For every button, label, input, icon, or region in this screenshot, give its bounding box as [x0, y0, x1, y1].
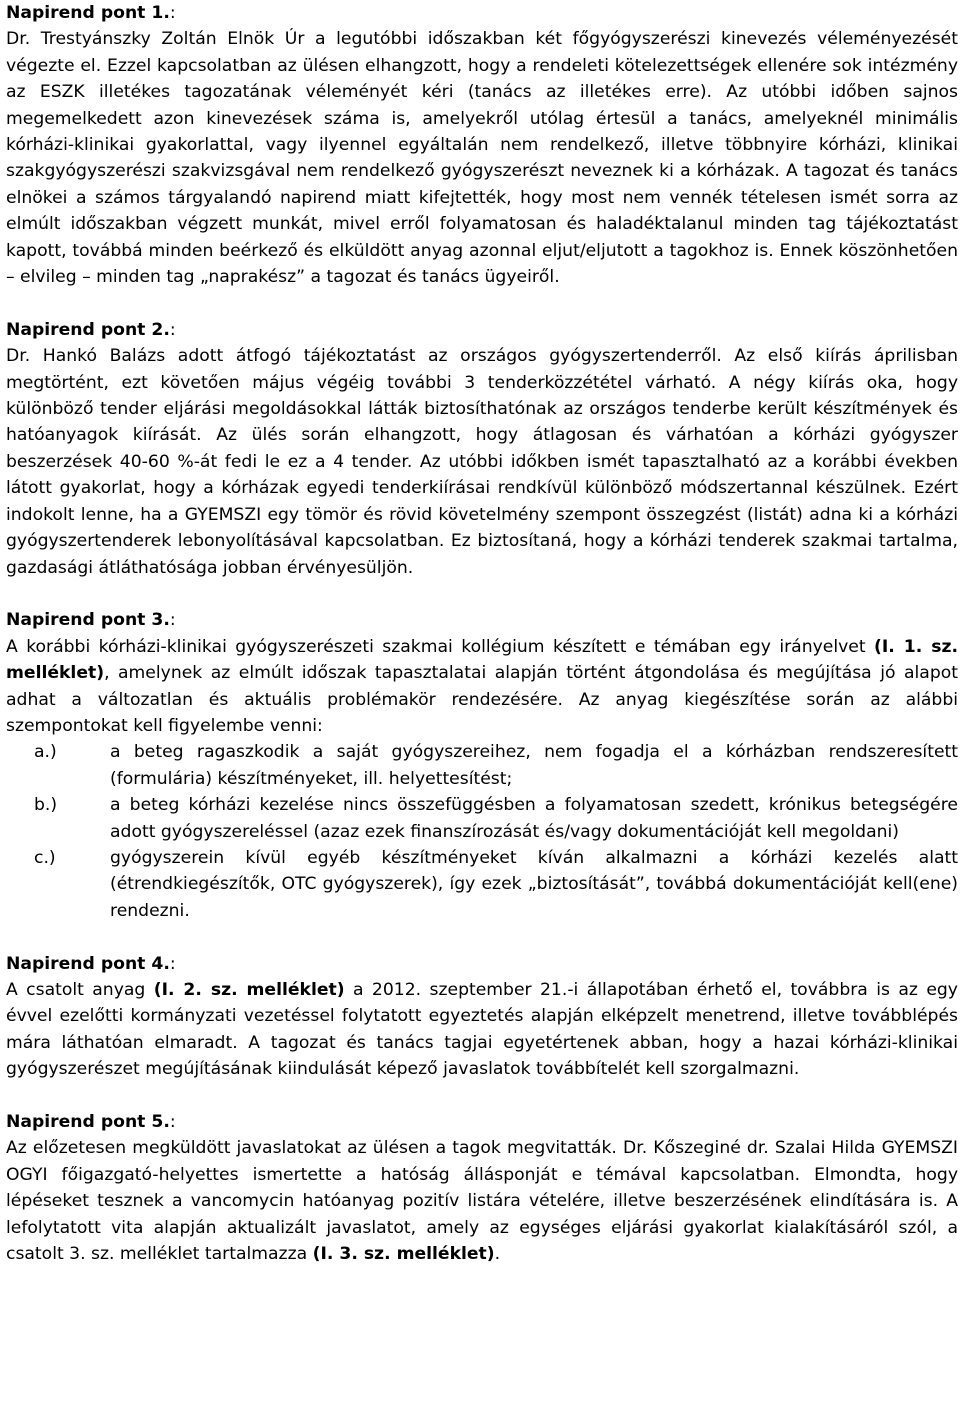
agenda-item-heading-colon: :	[169, 610, 176, 631]
section-spacer	[6, 924, 958, 950]
list-item-text: a beteg ragaszkodik a saját gyógyszereihez, nem fogadja el a kórházban rendszeresített (formulária) készítményeket, ill. helyettesítést;	[110, 742, 958, 789]
agenda-item-heading-colon: :	[169, 3, 176, 23]
annex-reference: (I. 3. sz. melléklet)	[312, 1244, 495, 1265]
agenda-item-paragraph	[6, 343, 958, 581]
list-item	[6, 792, 958, 845]
list-item-text: a beteg kórházi kezelése nincs összefüggésben a folyamatosan szedett, krónikus betegségére adott gyógyszereléssel (azaz ezek finanszírozását és/vagy dokumentációját kell megoldani)	[110, 795, 958, 842]
list-item-marker: c.)	[34, 847, 56, 868]
agenda-item-heading	[6, 951, 958, 977]
section-spacer	[6, 581, 958, 607]
agenda-item-paragraph	[6, 1135, 958, 1267]
list-item	[6, 739, 958, 792]
agenda-item-heading	[6, 0, 958, 26]
agenda-item-heading-text: Napirend pont 2.	[6, 319, 170, 340]
agenda-item-heading	[6, 1109, 958, 1135]
consideration-list	[6, 739, 958, 924]
agenda-item-heading-colon: :	[169, 953, 176, 974]
agenda-item-heading	[6, 317, 958, 343]
agenda-item-heading-colon: :	[169, 1112, 176, 1132]
agenda-item-heading-text: Napirend pont 3.	[6, 610, 170, 631]
paragraph-text: Dr. Trestyánszky Zoltán Elnök Úr a legutóbbi időszakban két főgyógyszerészi kinevezés véleményezését végezte el. Ezzel kapcsolatban az ülésen elhangzott, hogy a rendeleti kötelezettségek ellenére sok intézmény az ESZK illetékes tagozatának véleményét kéri (tanács az illetékes erre). Az utóbbi időben sajnos megemelkedett azon kinevezések száma is, amelyekről utólag értesül a tanács, amelyeknél minimális kórházi-klinikai gyakorlattal, vagy ilyennel egyáltalán nem rendelkező, illetve többnyire kórházi, klinikai szakgyógyszerészi szakvizsgával nem rendelkező gyógyszerészt neveznek ki a kórházak. A tagozat és tanács elnökei a számos tárgyalandó napirend miatt kifejtették, hogy most nem vennék tételesen ismét sorra az elmúlt időszakban végzett munkát, mivel erről folyamatosan és haladéktalanul minden tag tájékoztatást kapott, továbbá minden beérkező és elküldött anyag azonnal eljut/eljutott a tagokhoz is. Ennek köszönhetően – elvileg – minden tag „naprakész” a tagozat és tanács ügyeiről.	[6, 29, 958, 288]
paragraph-text: .	[494, 1244, 501, 1265]
agenda-item-heading-text: Napirend pont 5.	[6, 1112, 170, 1132]
agenda-section	[6, 317, 958, 581]
paragraph-text: Az előzetesen megküldött javaslatokat az ülésen a tagok megvitatták. Dr. Kőszeginé dr. Szalai Hilda GYEMSZI OGYI főigazgató-helyettes ismertette a hatóság állásponját e témával kapcsolatban. Elmondta, hogy lépéseket tesznek a vancomycin hatóanyag pozitív listára vételére, illetve beszerzésének elindítására is. A lefolytatott vita alapján aktualizált javaslatot, amely az egységes eljárási gyakorlat kialakításáról szól, a csatolt 3. sz. melléklet tartalmazza	[6, 1138, 958, 1265]
agenda-item-paragraph	[6, 977, 958, 1083]
paragraph-text: Dr. Hankó Balázs adott átfogó tájékoztatást az országos gyógyszertenderről. Az első kiírás áprilisban megtörtént, ezt követően május végéig további 3 tenderközzététel várható. A négy kiírás oka, hogy különböző tender eljárási megoldásokkal látták biztosíthatónak az országos tenderbe került készítmények és hatóanyagok kiírását. Az ülés során elhangzott, hogy átlagosan és várhatóan a kórházi gyógyszer beszerzések 40-60 %-át fedi le ez a 4 tender. Az utóbbi időkben ismét tapasztalható az a korábbi években látott gyakorlat, hogy a kórházak egyedi tenderkiírásai rendkívül különböző módszertannal készülnek. Ezért indokolt lenne, ha a GYEMSZI egy tömör és rövid követelmény szempont összegzést (listát) adna ki a kórházi gyógyszertenderek lebonyolításával kapcsolatban. Ez biztosítaná, hogy a kórházi tenderek szakmai tartalma, gazdasági átláthatósága jobban érvényesüljön.	[6, 346, 958, 578]
agenda-item-heading-text: Napirend pont 1.	[6, 3, 170, 23]
agenda-section	[6, 607, 958, 924]
list-item-marker: a.)	[34, 742, 57, 763]
agenda-item-heading-text: Napirend pont 4.	[6, 953, 170, 974]
paragraph-text: A korábbi kórházi-klinikai gyógyszerészeti szakmai kollégium készített e témában egy irányelvet	[6, 636, 875, 657]
paragraph-text: a 2012. szeptember 21.-i állapotában érhető el, továbbra is az egy évvel ezelőtti kormányzati vezetéssel folytatott egyeztetés alapján elképzelt menetrend, illetve továbblépés mára láthatóan elmaradt. A tagozat és tanács tagjai egyetértenek abban, hogy a hazai kórházi-klinikai gyógyszerészet megújításának kiindulását képező javaslatok továbbítelét kell szorgalmazni.	[6, 979, 958, 1080]
agenda-item-heading-colon: :	[169, 319, 176, 340]
agenda-item-heading	[6, 607, 958, 633]
agenda-section	[6, 951, 958, 1083]
section-spacer	[6, 1083, 958, 1109]
annex-reference: (I. 1. sz. melléklet)	[6, 636, 958, 684]
agenda-section	[6, 1109, 958, 1267]
agenda-item-paragraph	[6, 26, 958, 290]
paragraph-text: , amelynek az elmúlt időszak tapasztalatai alapján történt átgondolása és megújítása jó alapot adhat a változatlan és aktuális problémakör rendezésére. Az anyag kiegészítése során az alábbi szempontokat kell figyelembe venni:	[6, 663, 958, 736]
list-item	[6, 845, 958, 924]
list-item-text: gyógyszerein kívül egyéb készítményeket kíván alkalmazni a kórházi kezelés alatt (étrendkiegészítők, OTC gyógyszerek), így ezek „biztosítását”, továbbá dokumentációját kell(ene) rendezni.	[110, 847, 958, 921]
agenda-section	[6, 0, 958, 290]
list-item-marker: b.)	[34, 795, 58, 816]
agenda-item-paragraph	[6, 634, 958, 740]
document-page	[6, 0, 958, 1267]
annex-reference: (I. 2. sz. melléklet)	[153, 979, 345, 1000]
paragraph-text: A csatolt anyag	[6, 979, 154, 1000]
section-spacer	[6, 290, 958, 316]
